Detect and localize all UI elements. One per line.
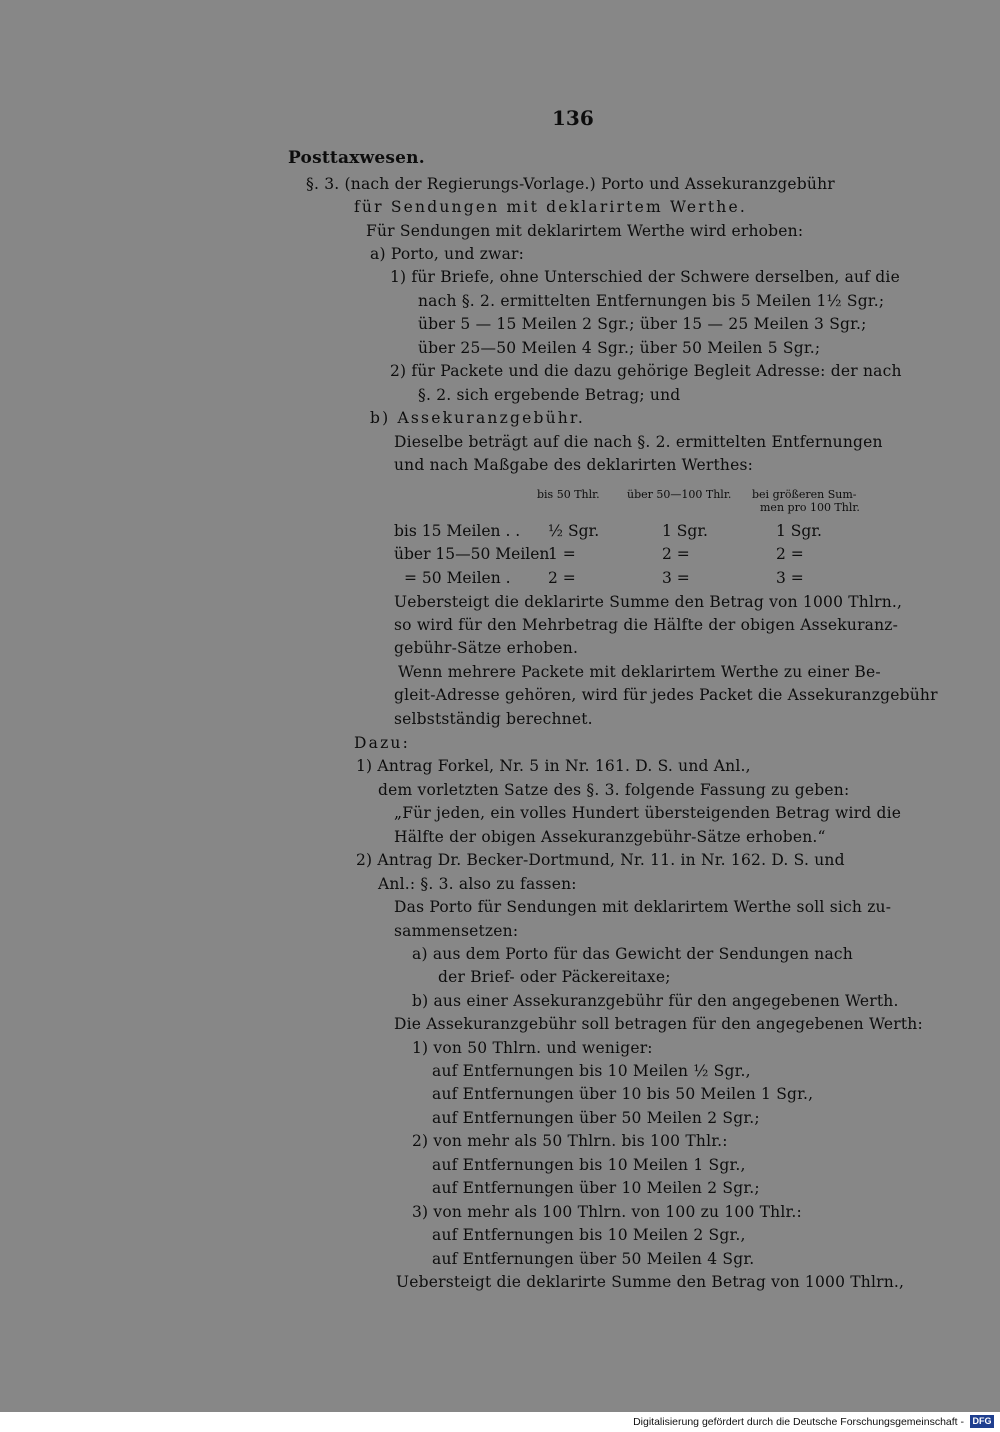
text-line: 2) von mehr als 50 Thlrn. bis 100 Thlr.: <box>412 1132 728 1150</box>
table-cell: 1 Sgr. <box>776 522 822 540</box>
text-line: 1) von 50 Thlrn. und weniger: <box>412 1039 653 1057</box>
table-cell: 2 = <box>776 545 804 563</box>
table-cell: 1 Sgr. <box>662 522 708 540</box>
text-line: 3) von mehr als 100 Thlrn. von 100 zu 100 Thlr.: <box>412 1203 802 1221</box>
footer-bar <box>0 1412 1000 1432</box>
dfg-logo-icon: DFG <box>970 1415 994 1428</box>
text-line: Dazu: <box>354 734 411 752</box>
text-line: a) aus dem Porto für das Gewicht der Sendungen nach <box>412 945 853 963</box>
text-line: auf Entfernungen über 10 bis 50 Meilen 1 Sgr., <box>432 1085 814 1103</box>
text-line: gebühr-Sätze erhoben. <box>394 639 579 657</box>
table-cell: 3 = <box>662 569 690 587</box>
text-line: auf Entfernungen über 50 Meilen 4 Sgr. <box>432 1250 755 1268</box>
text-line: so wird für den Mehrbetrag die Hälfte der obigen Assekuranz- <box>394 616 899 634</box>
table-cell: 2 = <box>662 545 690 563</box>
text-line: Uebersteigt die deklarirte Summe den Betrag von 1000 Thlrn., <box>394 593 903 611</box>
text-line: a) Porto, und zwar: <box>370 245 525 263</box>
text-line: Für Sendungen mit deklarirtem Werthe wird erhoben: <box>366 222 804 240</box>
text-line: 1) Antrag Forkel, Nr. 5 in Nr. 161. D. S. und Anl., <box>356 757 751 775</box>
table-cell: ½ Sgr. <box>548 522 600 540</box>
text-line: §. 2. sich ergebende Betrag; und <box>418 386 681 404</box>
text-line: 1) für Briefe, ohne Unterschied der Schwere derselben, auf die <box>390 268 900 286</box>
table-header: bis 50 Thlr. <box>537 488 600 501</box>
row-label: bis 15 Meilen . . <box>394 522 521 540</box>
text-line: gleit-Adresse gehören, wird für jedes Packet die Assekuranzgebühr <box>394 686 938 704</box>
text-line: Dieselbe beträgt auf die nach §. 2. ermittelten Entfernungen <box>394 433 883 451</box>
text-line: auf Entfernungen bis 10 Meilen 1 Sgr., <box>432 1156 746 1174</box>
table-header: über 50—100 Thlr. <box>627 488 732 501</box>
text-line: nach §. 2. ermittelten Entfernungen bis 5 Meilen 1½ Sgr.; <box>418 292 885 310</box>
text-line: der Brief- oder Päckereitaxe; <box>438 968 671 986</box>
text-line: dem vorletzten Satze des §. 3. folgende Fassung zu geben: <box>378 781 850 799</box>
row-label: = 50 Meilen . <box>404 569 511 587</box>
text-line: und nach Maßgabe des deklarirten Werthes: <box>394 456 754 474</box>
text-line: Wenn mehrere Packete mit deklarirtem Werthe zu einer Be- <box>398 663 881 681</box>
text-line: Uebersteigt die deklarirte Summe den Betrag von 1000 Thlrn., <box>396 1273 905 1291</box>
text-line: b) Assekuranzgebühr. <box>370 409 585 427</box>
page-number: 136 <box>552 106 594 130</box>
text-line: 2) Antrag Dr. Becker-Dortmund, Nr. 11. in Nr. 162. D. S. und <box>356 851 845 869</box>
footer-credit: Digitalisierung gefördert durch die Deutsche Forschungsgemeinschaft - <box>633 1416 964 1428</box>
text-line: auf Entfernungen über 50 Meilen 2 Sgr.; <box>432 1109 760 1127</box>
table-header: men pro 100 Thlr. <box>760 501 860 514</box>
table-cell: 2 = <box>548 569 576 587</box>
text-line: über 25—50 Meilen 4 Sgr.; über 50 Meilen 5 Sgr.; <box>418 339 821 357</box>
text-line: auf Entfernungen bis 10 Meilen ½ Sgr., <box>432 1062 751 1080</box>
text-line: über 5 — 15 Meilen 2 Sgr.; über 15 — 25 Meilen 3 Sgr.; <box>418 315 867 333</box>
text-line: sammensetzen: <box>394 922 519 940</box>
text-line: auf Entfernungen bis 10 Meilen 2 Sgr., <box>432 1226 746 1244</box>
text-line: „Für jeden, ein volles Hundert übersteigenden Betrag wird die <box>394 804 902 822</box>
text-line: 2) für Packete und die dazu gehörige Begleit Adresse: der nach <box>390 362 902 380</box>
text-line: auf Entfernungen über 10 Meilen 2 Sgr.; <box>432 1179 760 1197</box>
text-line: §. 3. (nach der Regierungs-Vorlage.) Porto und Assekuranzgebühr <box>306 175 835 193</box>
section-heading: Posttaxwesen. <box>288 148 425 168</box>
text-line: selbstständig berechnet. <box>394 710 593 728</box>
table-cell: 3 = <box>776 569 804 587</box>
table-cell: 1 = <box>548 545 576 563</box>
text-line: Anl.: §. 3. also zu fassen: <box>378 875 577 893</box>
row-label: über 15—50 Meilen <box>394 545 550 563</box>
text-line: Hälfte der obigen Assekuranzgebühr-Sätze erhoben.“ <box>394 828 826 846</box>
text-line: für Sendungen mit deklarirtem Werthe. <box>354 198 747 216</box>
text-line: Die Assekuranzgebühr soll betragen für den angegebenen Werth: <box>394 1015 923 1033</box>
table-header: bei größeren Sum- <box>752 488 857 501</box>
text-line: b) aus einer Assekuranzgebühr für den angegebenen Werth. <box>412 992 899 1010</box>
text-line: Das Porto für Sendungen mit deklarirtem Werthe soll sich zu- <box>394 898 892 916</box>
